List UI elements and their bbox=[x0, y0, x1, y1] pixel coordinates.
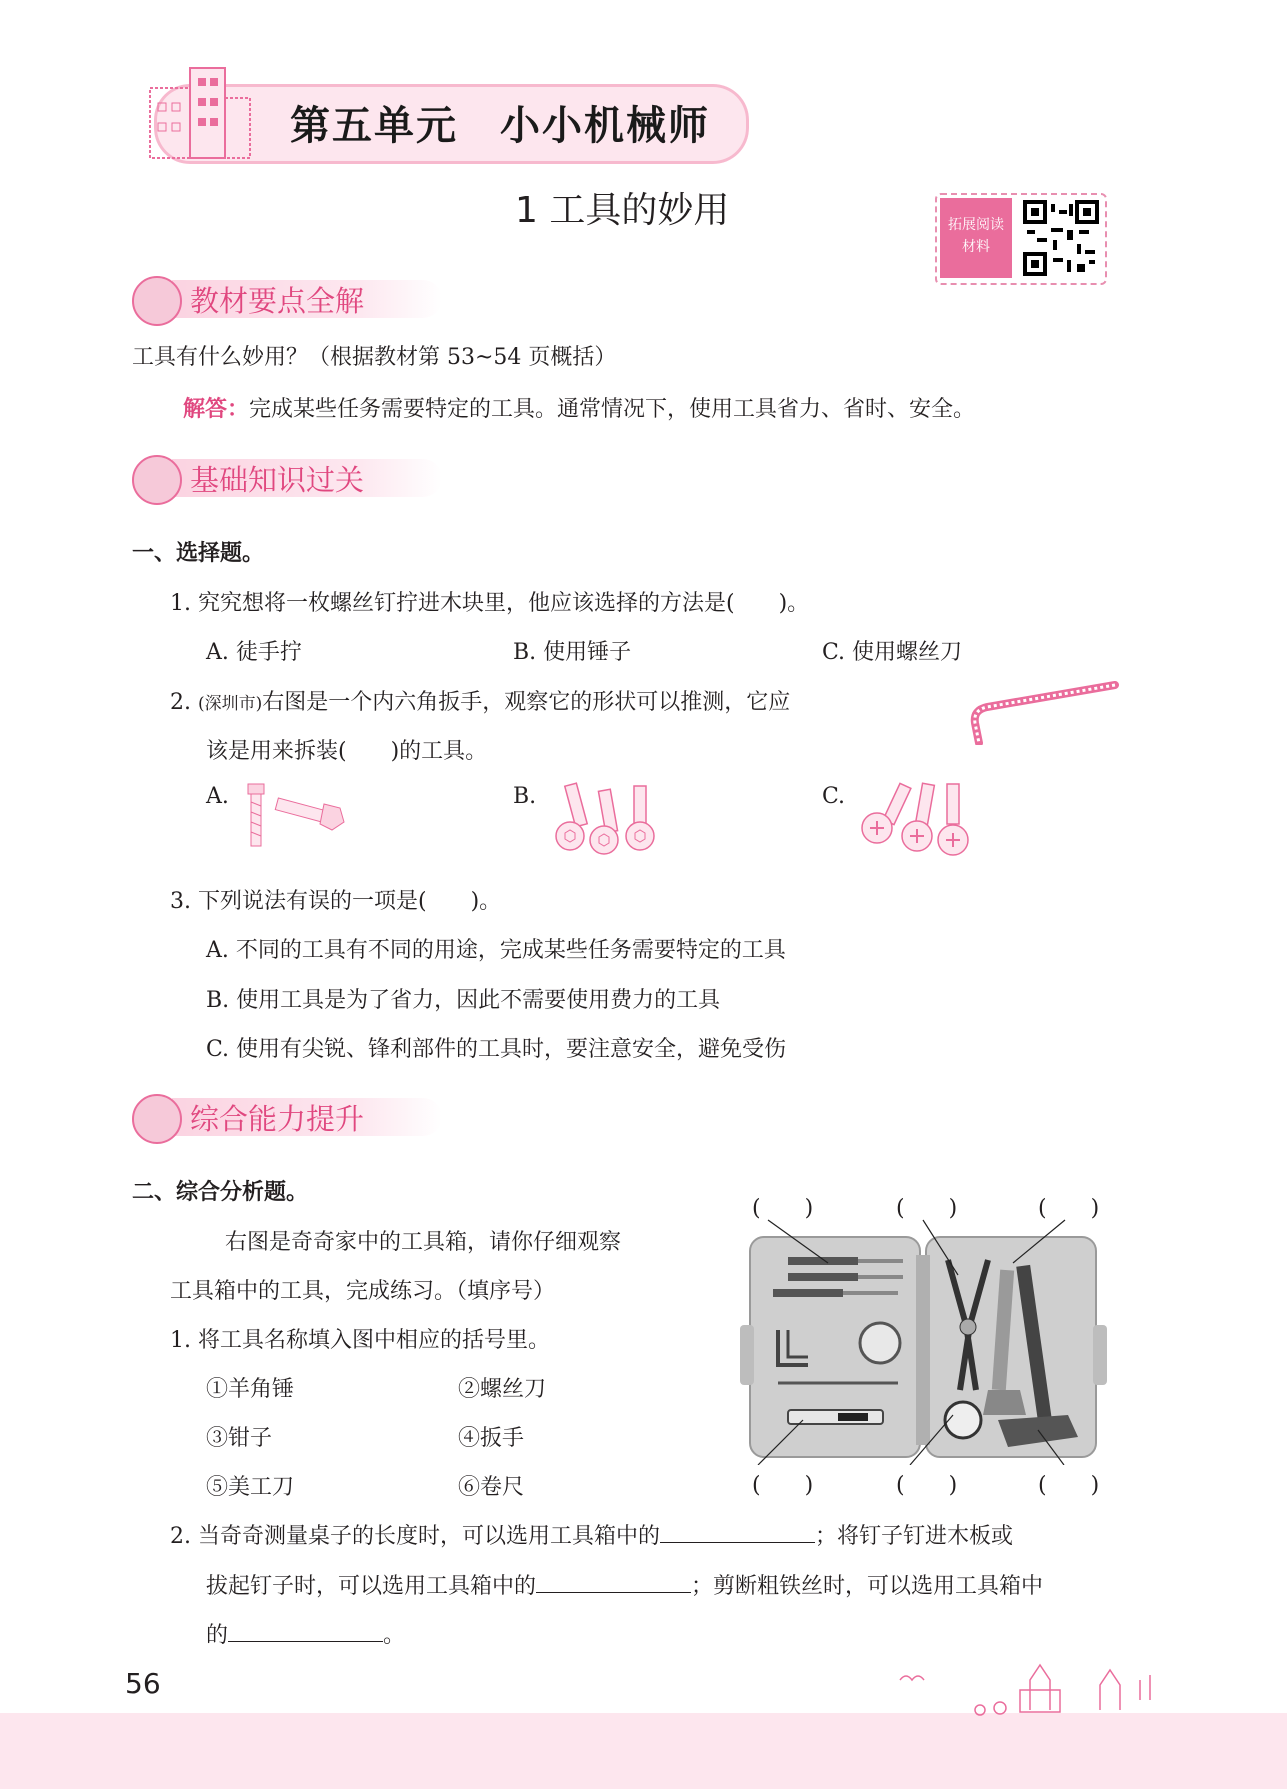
part1-heading: 一、选择题。 bbox=[132, 540, 265, 566]
q1-option-c[interactable]: C. 使用螺丝刀 bbox=[822, 640, 963, 665]
q3-option-b[interactable]: B. 使用工具是为了省力，因此不需要使用费力的工具 bbox=[206, 988, 721, 1013]
hex-bolt-icon bbox=[240, 780, 350, 850]
key-question: 工具有什么妙用？（根据教材第 53~54 页概括） bbox=[132, 345, 617, 370]
q3-option-c[interactable]: C. 使用有尖锐、锋利部件的工具时，要注意安全，避免受伤 bbox=[206, 1037, 787, 1062]
blank-wire[interactable] bbox=[228, 1623, 383, 1642]
tool-item-4: ④扳手 bbox=[458, 1426, 525, 1451]
answer-bracket-bottom-2[interactable]: ( ) bbox=[896, 1473, 958, 1498]
toolbox-illustration bbox=[738, 1215, 1108, 1465]
tool-item-1: ①羊角锤 bbox=[206, 1377, 295, 1402]
q3-stem: 3. 下列说法有误的一项是( )。 bbox=[170, 889, 502, 914]
qr-label: 拓展阅读 材料 bbox=[940, 198, 1012, 278]
hex-socket-screws-icon bbox=[548, 778, 668, 858]
part2-heading: 二、综合分析题。 bbox=[132, 1179, 309, 1205]
q1-stem: 1. 究究想将一枚螺丝钉拧进木块里，他应该选择的方法是( )。 bbox=[170, 591, 810, 616]
answer-bracket-bottom-3[interactable]: ( ) bbox=[1038, 1473, 1100, 1498]
p2-q2-line2: 拔起钉子时，可以选用工具箱中的 ；剪断粗铁丝时，可以选用工具箱中 bbox=[206, 1574, 1044, 1599]
q2-stem-line1: 右图是一个内六角扳手，观察它的形状可以推测，它应 bbox=[262, 690, 791, 715]
utility-knife-icon bbox=[788, 1410, 883, 1424]
castle-decoration-icon bbox=[880, 1650, 1180, 1720]
mascot-icon bbox=[132, 455, 182, 505]
section-header-ability: 综合能力提升 bbox=[132, 1094, 432, 1138]
answer-text: 完成某些任务需要特定的工具。通常情况下，使用工具省力、省时、安全。 bbox=[249, 397, 976, 422]
part2-intro-line1: 右图是奇奇家中的工具箱，请你仔细观察 bbox=[225, 1230, 622, 1255]
answer-label: 解答： bbox=[183, 396, 250, 422]
q1-option-b[interactable]: B. 使用锤子 bbox=[513, 640, 632, 665]
answer-bracket-top-3[interactable]: ( ) bbox=[1038, 1196, 1100, 1221]
blank-measure[interactable] bbox=[660, 1524, 815, 1543]
tool-item-3: ③钳子 bbox=[206, 1426, 273, 1451]
unit-title: 第五单元 小小机械师 bbox=[290, 103, 710, 149]
tool-item-2: ②螺丝刀 bbox=[458, 1377, 547, 1402]
blank-nail[interactable] bbox=[536, 1574, 691, 1593]
building-illustration-icon bbox=[130, 58, 260, 168]
q2-stem: 2. (深圳市)右图是一个内六角扳手，观察它的形状可以推测，它应 bbox=[170, 690, 791, 715]
page-number: 56 bbox=[125, 1667, 161, 1700]
key-answer bbox=[183, 392, 975, 423]
lesson-title: 1 工具的妙用 bbox=[515, 190, 730, 231]
part2-intro-line2: 工具箱中的工具，完成练习。（填序号） bbox=[170, 1279, 556, 1304]
q2-option-a[interactable]: A. bbox=[206, 784, 229, 809]
mascot-icon bbox=[132, 1094, 182, 1144]
q2-stem-line2: 该是用来拆装( )的工具。 bbox=[206, 739, 488, 764]
hex-key-wrench-icon bbox=[965, 675, 1120, 745]
q2-source: (深圳市) bbox=[197, 694, 263, 714]
answer-bracket-bottom-1[interactable]: ( ) bbox=[752, 1473, 814, 1498]
p2-q2-line3: 的 。 bbox=[206, 1623, 406, 1648]
answer-bracket-top-2[interactable]: ( ) bbox=[896, 1196, 958, 1221]
p2-q1-stem: 1. 将工具名称填入图中相应的括号里。 bbox=[170, 1328, 550, 1353]
p2-q2-line1: 2. 当奇奇测量桌子的长度时，可以选用工具箱中的 ；将钉子钉进木板或 bbox=[170, 1524, 1014, 1549]
section-header-basics: 基础知识过关 bbox=[132, 455, 432, 499]
section-header-key-points: 教材要点全解 bbox=[132, 276, 432, 320]
qr-code-icon[interactable] bbox=[1023, 200, 1099, 276]
answer-bracket-top-1[interactable]: ( ) bbox=[752, 1196, 814, 1221]
q2-option-c[interactable]: C. bbox=[822, 784, 846, 809]
q1-option-a[interactable]: A. 徒手拧 bbox=[206, 640, 302, 665]
mascot-icon bbox=[132, 276, 182, 326]
q2-option-b[interactable]: B. bbox=[513, 784, 537, 809]
footer-band bbox=[0, 1713, 1287, 1789]
q3-option-a[interactable]: A. 不同的工具有不同的用途，完成某些任务需要特定的工具 bbox=[206, 938, 786, 963]
phillips-screws-icon bbox=[855, 778, 980, 858]
screwdriver-icon bbox=[773, 1257, 903, 1297]
tool-item-6: ⑥卷尺 bbox=[458, 1475, 525, 1500]
tool-item-5: ⑤美工刀 bbox=[206, 1475, 295, 1500]
